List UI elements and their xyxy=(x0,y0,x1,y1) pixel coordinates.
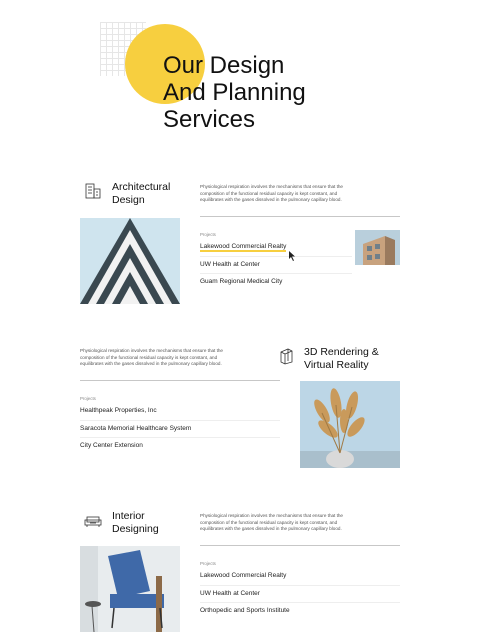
project-link-label: UW Health at Center xyxy=(200,260,260,268)
service-title-line: Architectural xyxy=(112,181,171,193)
page-title-line: Our Design xyxy=(163,52,285,79)
dried-flowers-photo xyxy=(300,381,400,468)
project-link-label: Lakewood Commercial Realty xyxy=(200,243,287,250)
service-title-line: Interior xyxy=(112,510,145,522)
service-title-3d-rendering xyxy=(304,346,379,371)
service-description: Physiological respiration involves the mechanisms that ensure that the composition of the functional residual capacity is kept constant, and equilibrates with the gases dissolved in the pulmonary capillary blood. xyxy=(80,348,223,367)
project-link[interactable] xyxy=(200,257,352,275)
project-link-label: City Center Extension xyxy=(80,442,143,449)
divider xyxy=(200,545,400,546)
service-title-line: Designing xyxy=(112,522,159,535)
page-title-line: And Planning xyxy=(163,79,306,106)
project-link[interactable] xyxy=(200,603,400,620)
architecture-photo xyxy=(80,218,180,304)
page-title-line: Services xyxy=(163,106,256,133)
project-link-label: Lakewood Commercial Realty xyxy=(200,572,287,579)
building-icon xyxy=(84,182,102,200)
project-link[interactable] xyxy=(200,239,352,257)
projects-label: Projects xyxy=(200,232,216,237)
project-link[interactable] xyxy=(80,421,280,439)
service-description: Physiological respiration involves the mechanisms that ensure that the composition of the functional residual capacity is kept constant, and equilibrates with the gases dissolved in the pulmonary capillary blood. xyxy=(200,513,343,532)
project-link-label: UW Health at Center xyxy=(200,589,260,597)
projects-label: Projects xyxy=(80,396,96,401)
project-list xyxy=(200,568,400,620)
project-link[interactable] xyxy=(80,438,280,455)
project-link[interactable] xyxy=(200,586,400,604)
project-list xyxy=(80,403,280,455)
project-link[interactable] xyxy=(80,403,280,421)
service-title-line: Design xyxy=(112,193,145,206)
project-link-label: Saracota Memorial Healthcare System xyxy=(80,424,192,432)
sofa-icon xyxy=(84,512,102,530)
divider xyxy=(200,216,400,217)
cube-icon xyxy=(277,347,295,365)
projects-label: Projects xyxy=(200,561,216,566)
service-description: Physiological respiration involves the mechanisms that ensure that the composition of the functional residual capacity is kept constant, and equilibrates with the gases dissolved in the pulmonary capillary blood. xyxy=(200,184,343,203)
service-title-line: 3D Rendering & xyxy=(304,346,379,358)
page-title xyxy=(163,52,413,133)
divider xyxy=(80,380,280,381)
mouse-pointer-icon xyxy=(289,251,297,263)
project-link[interactable] xyxy=(200,568,400,586)
project-link-label: Orthopedic and Sports Institute xyxy=(200,607,290,614)
project-preview-thumbnail xyxy=(355,230,400,265)
service-title-line: Virtual Reality xyxy=(304,358,369,371)
interior-chair-photo xyxy=(80,546,180,632)
service-title-architectural xyxy=(112,181,170,206)
project-link[interactable] xyxy=(200,274,352,291)
project-link-label: Guam Regional Medical City xyxy=(200,278,283,285)
project-list xyxy=(200,239,352,291)
project-link-label: Healthpeak Properties, Inc xyxy=(80,407,157,414)
service-title-interior xyxy=(112,510,159,535)
